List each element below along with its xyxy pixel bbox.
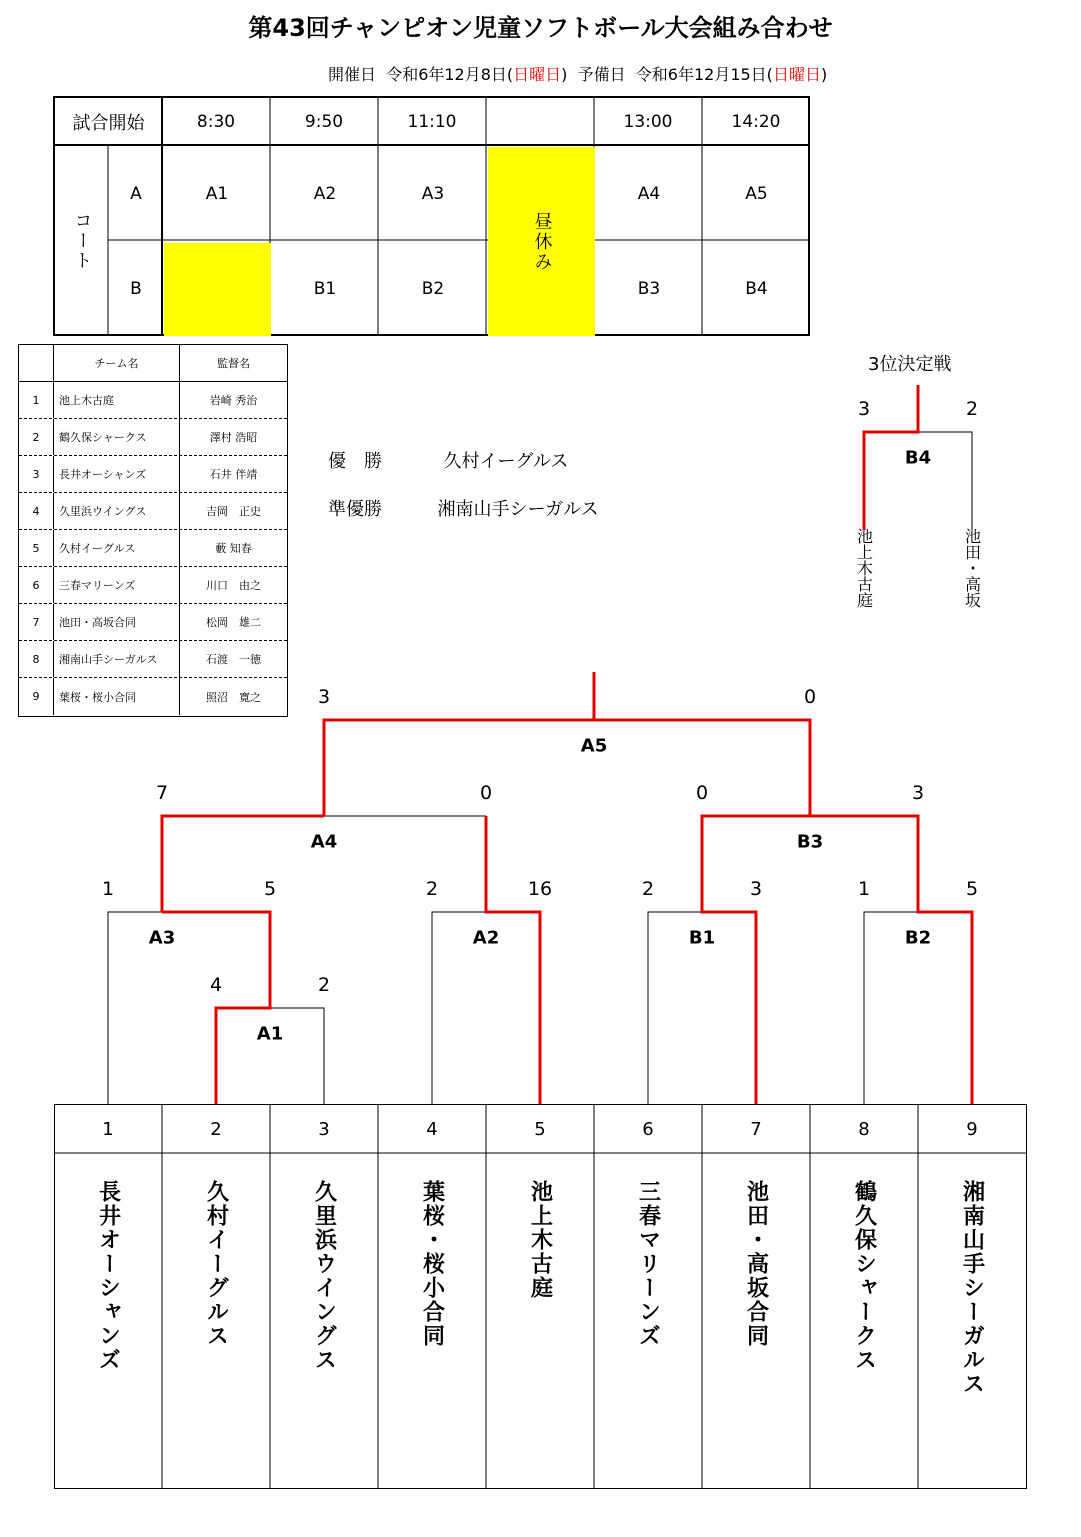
team-name: 池上木古庭 <box>54 382 180 418</box>
reserve-day: 日曜日 <box>772 65 821 84</box>
a5-left-score: 3 <box>317 686 331 708</box>
champion-team: 久村イーグルス <box>443 451 569 472</box>
slot-a-5: A5 <box>745 183 768 204</box>
bracket-team-name: 池田・高坂合同 <box>743 1180 769 1348</box>
b4-label: B4 <box>904 447 932 469</box>
b3-left-score: 0 <box>695 782 709 804</box>
manager-name: 松岡 雄二 <box>206 616 261 629</box>
a2-right-score: 16 <box>527 878 553 900</box>
a2-left-score: 2 <box>425 878 439 900</box>
slot-number: 8 <box>858 1118 870 1140</box>
bracket-team-name: 湘南山手シーガルス <box>959 1180 985 1396</box>
a4-label: A4 <box>310 831 338 853</box>
reserve-close: ) <box>820 65 828 84</box>
slot-number: 9 <box>966 1118 978 1140</box>
court-a-label: A <box>130 183 142 204</box>
manager-name: 川口 由之 <box>206 579 261 592</box>
manager-name: 石渡 一徳 <box>206 653 261 666</box>
bracket-team-name: 池上木古庭 <box>527 1180 553 1300</box>
manager-name: 澤村 浩昭 <box>209 431 258 444</box>
a1-left-score: 4 <box>209 974 223 996</box>
time-1: 8:30 <box>196 111 236 132</box>
slot-b-4: B3 <box>637 278 661 299</box>
slot-b-5: B4 <box>745 278 768 299</box>
slot-number: 7 <box>750 1118 762 1140</box>
b2-line-red <box>810 816 972 1105</box>
a5-right-score: 0 <box>803 686 817 708</box>
team-name: 三春マリーンズ <box>54 567 180 603</box>
reserve-label: 予備日 <box>577 65 626 84</box>
page-title: 第43回チャンピオン児童ソフトボール大会組み合わせ <box>248 14 833 42</box>
b4-right-score: 2 <box>965 398 979 420</box>
team-no: 7 <box>19 604 54 640</box>
held-label: 開催日 <box>328 65 377 84</box>
team-name: 湘南山手シーガルス <box>54 641 180 677</box>
team-name: 葉桜・桜小合同 <box>54 678 180 715</box>
third-place-title: 3位決定戦 <box>868 354 952 375</box>
a3-label: A3 <box>148 927 176 949</box>
b2-label: B2 <box>904 927 932 949</box>
held-date: 令和6年12月8日( <box>386 65 514 84</box>
a1-line-red <box>162 912 270 1105</box>
slot-number: 2 <box>210 1118 222 1140</box>
team-name: 久里浜ウイングス <box>54 493 180 529</box>
slot-b-2: B1 <box>313 278 337 299</box>
slot-a-4: A4 <box>637 183 661 204</box>
slot-number: 3 <box>318 1118 330 1140</box>
slot-number: 1 <box>102 1118 114 1140</box>
runner-up-label: 準優勝 <box>328 499 382 520</box>
bracket-team-name: 久村イーグルス <box>203 1180 229 1348</box>
bracket-team-name: 長井オーシャンズ <box>95 1180 121 1372</box>
bracket-team-name: 三春マリーンズ <box>635 1180 661 1348</box>
a3-left-score: 1 <box>101 878 115 900</box>
slot-number: 4 <box>426 1118 438 1140</box>
runner-up-team: 湘南山手シーガルス <box>437 499 599 520</box>
manager-name: 吉岡 正史 <box>206 505 261 518</box>
team-no: 6 <box>19 567 54 603</box>
slot-a-1: A1 <box>205 183 229 204</box>
held-day: 日曜日 <box>513 65 562 84</box>
b2-right-score: 5 <box>965 878 979 900</box>
manager-name: 岩崎 秀治 <box>209 394 258 407</box>
manager-name: 石井 伴靖 <box>209 468 258 481</box>
a3-right-score: 5 <box>263 878 277 900</box>
team-no: 4 <box>19 493 54 529</box>
b1-label: B1 <box>688 927 716 949</box>
bracket-team-name: 久里浜ウイングス <box>311 1180 337 1372</box>
time-6: 14:20 <box>731 111 781 132</box>
bracket-team-name: 葉桜・桜小合同 <box>419 1180 445 1348</box>
team-name: 長井オーシャンズ <box>54 456 180 492</box>
team-name: 久村イーグルス <box>54 530 180 566</box>
team-no: 1 <box>19 382 54 418</box>
team-no: 3 <box>19 456 54 492</box>
b1-right-score: 3 <box>749 878 763 900</box>
a4-line-red <box>324 672 594 816</box>
b1-left-score: 2 <box>641 878 655 900</box>
slot-number: 6 <box>642 1118 654 1140</box>
team-no: 5 <box>19 530 54 566</box>
champion-label: 優 勝 <box>328 451 382 472</box>
team-no: 2 <box>19 419 54 455</box>
a2-label: A2 <box>472 927 500 949</box>
a4-left-score: 7 <box>155 782 169 804</box>
header-team: チーム名 <box>54 345 180 381</box>
held-close: ) <box>561 65 568 84</box>
b4-left-score: 3 <box>857 398 871 420</box>
court-b-label: B <box>130 278 142 299</box>
a1-label: A1 <box>256 1023 284 1045</box>
header-manager: 監督名 <box>217 357 250 370</box>
team-name: 池田・高坂合同 <box>54 604 180 640</box>
b3-right-score: 3 <box>911 782 925 804</box>
team-name: 鶴久保シャークス <box>54 419 180 455</box>
slot-a-3: A3 <box>421 183 445 204</box>
b3-label: B3 <box>796 831 824 853</box>
team-no: 8 <box>19 641 54 677</box>
time-5: 13:00 <box>623 111 673 132</box>
time-3: 11:10 <box>407 111 457 132</box>
a3-line-red <box>162 816 324 912</box>
a4-right-score: 0 <box>479 782 493 804</box>
a2-line-red <box>486 816 540 1105</box>
reserve-date: 令和6年12月15日( <box>635 65 773 84</box>
lunch-break: 昼休み <box>488 147 595 336</box>
b4-right-team: 池田・高坂 <box>962 528 982 608</box>
slot-number: 5 <box>534 1118 546 1140</box>
a5-label: A5 <box>580 735 608 757</box>
start-time-header: 試合開始 <box>72 112 145 134</box>
b2-left-score: 1 <box>857 878 871 900</box>
a1-right-score: 2 <box>317 974 331 996</box>
court-label: コート <box>71 211 93 271</box>
bracket-team-name: 鶴久保シャークス <box>851 1180 877 1372</box>
team-no: 9 <box>19 678 54 715</box>
slot-a-2: A2 <box>313 183 337 204</box>
manager-name: 藪 知春 <box>215 542 252 555</box>
b1-line-red <box>702 816 810 1105</box>
b4-left-team: 池上木古庭 <box>854 528 874 608</box>
slot-b-3: B2 <box>421 278 445 299</box>
manager-name: 照沼 寛之 <box>206 690 261 704</box>
time-2: 9:50 <box>304 111 344 132</box>
